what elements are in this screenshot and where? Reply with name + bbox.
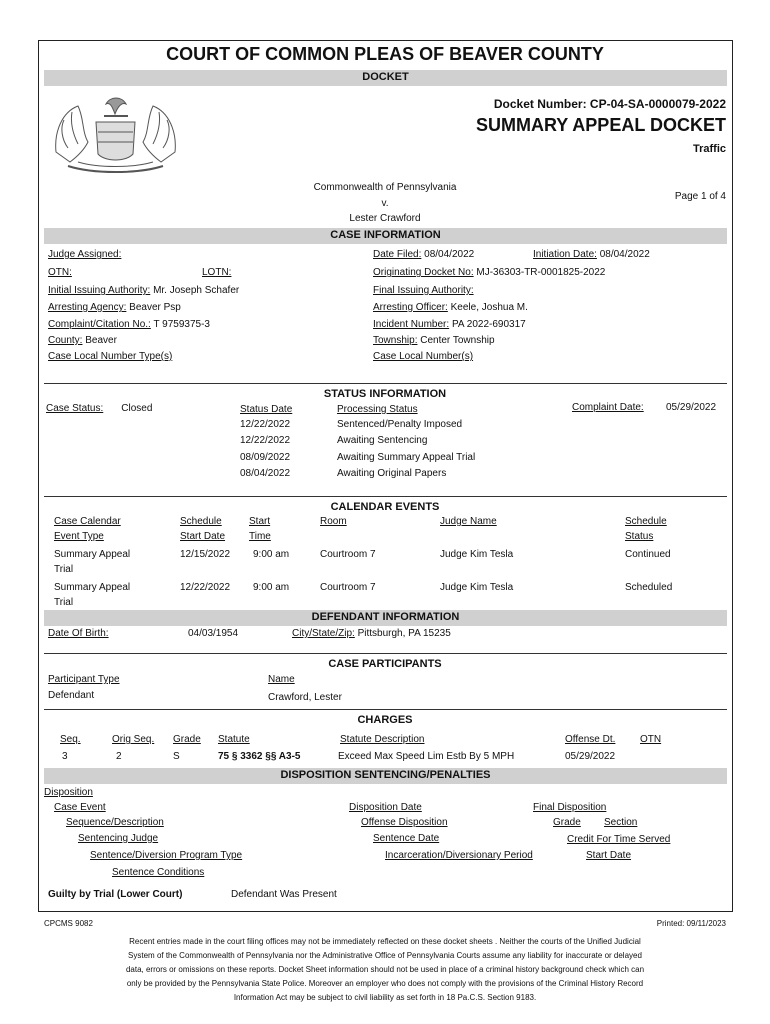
case-information-bar: CASE INFORMATION <box>44 228 727 244</box>
calendar-header-status: Status <box>625 531 654 542</box>
disposition-result: Guilty by Trial (Lower Court) <box>48 889 183 900</box>
case-event-label: Case Event <box>54 802 106 813</box>
printed-date: Printed: 09/11/2023 <box>656 919 726 928</box>
calendar-events-heading: CALENDAR EVENTS <box>330 501 440 513</box>
status-date: 12/22/2022 <box>240 435 291 446</box>
event-date: 12/22/2022 <box>180 582 231 593</box>
initiation-date-field: Initiation Date: 08/04/2022 <box>533 249 650 260</box>
charge-header-description: Statute Description <box>340 734 425 745</box>
processing-status-header: Processing Status <box>337 404 418 415</box>
sequence-description-label: Sequence/Description <box>66 817 164 828</box>
final-disposition-label: Final Disposition <box>533 802 607 813</box>
complaint-date-value: 05/29/2022 <box>666 402 717 413</box>
processing-status: Awaiting Original Papers <box>337 468 447 479</box>
disclaimer-line: Recent entries made in the court filing offices may not be immediately reflected on these docket sheets . Neither the courts of the Unified Judicial <box>129 937 641 946</box>
processing-status: Awaiting Sentencing <box>337 435 428 446</box>
otn-label: OTN: <box>48 267 72 278</box>
page-number: Page 1 of 4 <box>674 191 726 202</box>
charge-header-statute: Statute <box>218 734 250 745</box>
caption-versus: v. <box>381 198 389 209</box>
county-field: County: Beaver <box>48 335 117 346</box>
date-filed-field: Date Filed: 08/04/2022 <box>373 249 475 260</box>
charge-header-seq: Seq. <box>60 734 81 745</box>
case-participants-heading: CASE PARTICIPANTS <box>328 658 442 670</box>
sentence-conditions-label: Sentence Conditions <box>112 867 205 878</box>
sentencing-judge-label: Sentencing Judge <box>78 833 159 844</box>
event-time: 9:00 am <box>253 582 290 593</box>
complaint-citation-field: Complaint/Citation No.: T 9759375-3 <box>48 319 210 330</box>
dob-label: Date Of Birth: <box>48 628 109 639</box>
status-date: 08/04/2022 <box>240 468 291 479</box>
caption-plaintiff: Commonwealth of Pennsylvania <box>313 182 457 193</box>
event-room: Courtroom 7 <box>320 549 376 560</box>
event-type: Trial <box>54 597 74 608</box>
event-status: Scheduled <box>625 582 673 593</box>
docket-number: Docket Number: CP-04-SA-0000079-2022 <box>493 97 726 111</box>
charge-grade: S <box>173 751 180 762</box>
case-category: Traffic <box>692 143 726 155</box>
event-room: Courtroom 7 <box>320 582 376 593</box>
disclaimer-line: Information Act may be subject to civil liability as set forth in 18 Pa.C.S. Section 9183. <box>233 993 537 1002</box>
case-local-numbers-label: Case Local Number(s) <box>373 351 474 362</box>
disposition-label: Disposition <box>44 787 93 798</box>
defendant-presence: Defendant Was Present <box>231 889 337 900</box>
credit-time-served-label: Credit For Time Served <box>567 834 671 845</box>
calendar-header-type: Case Calendar <box>54 516 121 527</box>
charge-header-orig-seq: Orig Seq. <box>112 734 155 745</box>
docket-type: SUMMARY APPEAL DOCKET <box>475 115 726 135</box>
calendar-header-time: Time <box>249 531 271 542</box>
charge-header-otn: OTN <box>640 734 662 745</box>
calendar-header-date: Start Date <box>180 531 226 542</box>
status-date: 12/22/2022 <box>240 419 291 430</box>
status-date: 08/09/2022 <box>240 452 291 463</box>
disposition-bar: DISPOSITION SENTENCING/PENALTIES <box>44 768 727 784</box>
charge-description: Exceed Max Speed Lim Estb By 5 MPH <box>338 751 515 762</box>
charges-heading: CHARGES <box>357 714 413 726</box>
case-local-number-type-label: Case Local Number Type(s) <box>48 351 173 362</box>
processing-status: Awaiting Summary Appeal Trial <box>337 452 476 463</box>
event-judge: Judge Kim Tesla <box>440 582 514 593</box>
grade-label: Grade <box>553 817 581 828</box>
calendar-header-date: Schedule <box>180 516 222 527</box>
charge-seq: 3 <box>62 751 68 762</box>
calendar-header-status: Schedule <box>625 516 667 527</box>
case-status-field: Case Status: Closed <box>46 403 153 414</box>
charge-offense-date: 05/29/2022 <box>565 751 616 762</box>
lotn-label: LOTN: <box>202 267 232 278</box>
event-date: 12/15/2022 <box>180 549 231 560</box>
complaint-date-label: Complaint Date: <box>572 402 644 413</box>
disclaimer-line: only be provided by the Pennsylvania State Police. Moreover an employer who does not comply with the provisions of the Criminal History Record <box>126 979 644 988</box>
calendar-header-type: Event Type <box>54 531 104 542</box>
divider <box>44 709 727 710</box>
offense-disposition-label: Offense Disposition <box>361 817 448 828</box>
start-date-label: Start Date <box>586 850 632 861</box>
incident-number-field: Incident Number: PA 2022-690317 <box>373 319 526 330</box>
final-issuing-authority-label: Final Issuing Authority: <box>373 285 474 296</box>
event-time: 9:00 am <box>253 549 290 560</box>
disposition-date-label: Disposition Date <box>349 802 422 813</box>
docket-bar: DOCKET <box>44 70 727 86</box>
arresting-officer-field: Arresting Officer: Keele, Joshua M. <box>373 302 528 313</box>
pennsylvania-seal-icon <box>48 92 183 176</box>
calendar-header-room: Room <box>320 516 347 527</box>
charge-orig-seq: 2 <box>116 751 122 762</box>
divider <box>44 383 727 384</box>
status-date-header: Status Date <box>240 404 293 415</box>
section-label: Section <box>604 817 638 828</box>
participant-type: Defendant <box>48 690 95 701</box>
event-type: Trial <box>54 564 74 575</box>
charge-statute: 75 § 3362 §§ A3-5 <box>218 751 301 762</box>
disclaimer-line: data, errors or omissions on these reports. Docket Sheet information should not be used in place of a criminal history background check which can <box>125 965 645 974</box>
judge-label: Judge Assigned: <box>48 249 122 260</box>
event-status: Continued <box>625 549 671 560</box>
event-type: Summary Appeal <box>54 582 131 593</box>
defendant-information-bar: DEFENDANT INFORMATION <box>44 610 727 626</box>
form-number: CPCMS 9082 <box>44 919 93 928</box>
originating-docket-field: Originating Docket No: MJ-36303-TR-0001825-2022 <box>373 267 606 278</box>
arresting-agency-field: Arresting Agency: Beaver Psp <box>48 302 181 313</box>
disclaimer-line: System of the Commonwealth of Pennsylvania nor the Administrative Office of Pennsylvania Courts assume any liability for inaccurate or delayed <box>128 951 642 960</box>
incarceration-period-label: Incarceration/Diversionary Period <box>385 850 533 861</box>
dob-value: 04/03/1954 <box>188 628 239 639</box>
sentence-date-label: Sentence Date <box>373 833 440 844</box>
divider <box>44 496 727 497</box>
charge-header-offense-date: Offense Dt. <box>565 734 616 745</box>
participant-type-header: Participant Type <box>48 674 120 685</box>
processing-status: Sentenced/Penalty Imposed <box>337 419 463 430</box>
status-information-heading: STATUS INFORMATION <box>323 388 447 400</box>
sentence-program-type-label: Sentence/Diversion Program Type <box>90 850 243 861</box>
participant-name-header: Name <box>268 674 295 685</box>
event-type: Summary Appeal <box>54 549 131 560</box>
divider <box>44 653 727 654</box>
caption-defendant: Lester Crawford <box>349 213 421 224</box>
township-field: Township: Center Township <box>373 335 495 346</box>
initial-issuing-authority-field: Initial Issuing Authority: Mr. Joseph Schafer <box>48 285 240 296</box>
court-title: COURT OF COMMON PLEAS OF BEAVER COUNTY <box>166 44 604 64</box>
calendar-header-time: Start <box>249 516 271 527</box>
event-judge: Judge Kim Tesla <box>440 549 514 560</box>
participant-name: Crawford, Lester <box>268 692 342 703</box>
calendar-header-judge: Judge Name <box>440 516 497 527</box>
city-state-zip-field: City/State/Zip: Pittsburgh, PA 15235 <box>292 628 451 639</box>
charge-header-grade: Grade <box>173 734 201 745</box>
